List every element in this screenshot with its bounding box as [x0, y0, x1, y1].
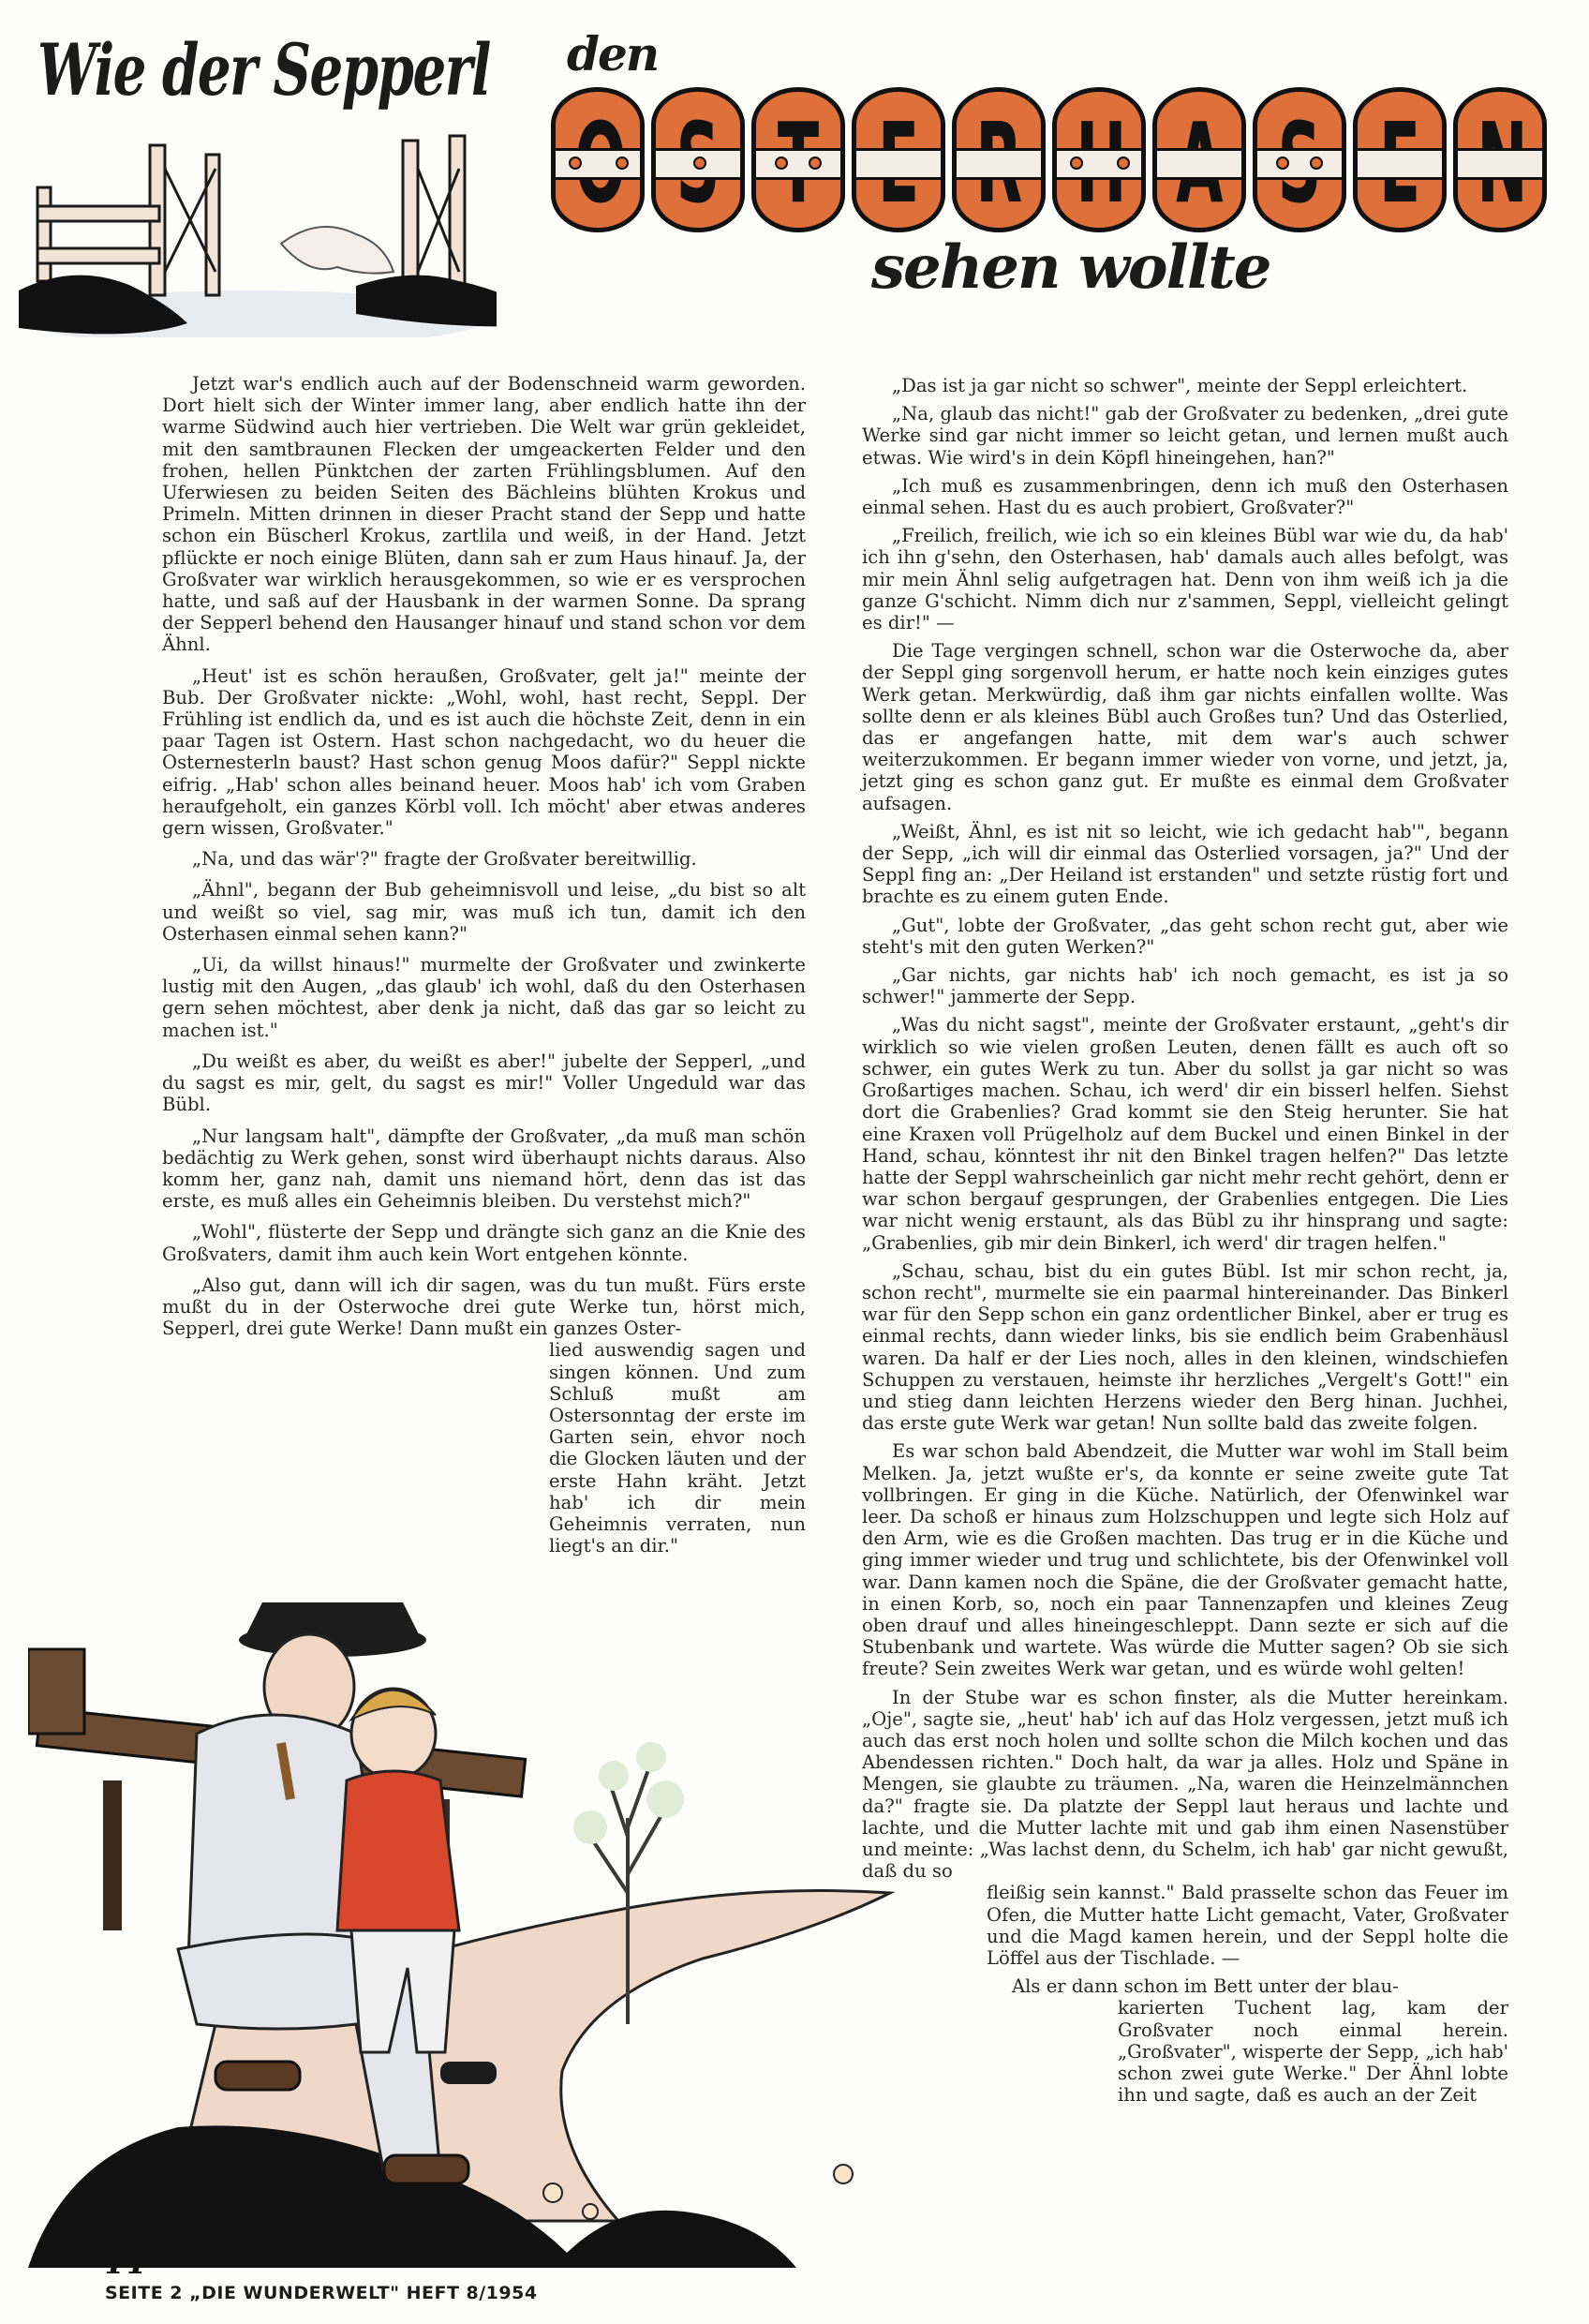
paragraph: Die Tage vergingen schnell, schon war die Osterwoche da, aber der Seppl ging sorgenvoll herum, er hatte noch kein einziges gutes Werk getan. Merkwürdig, daß ihm gar nichts einfallen wollte. Was sollte denn er als kleines Bübl auch Großes tun? Und das Osterlied, das er angefangen hatte, mit dem war's auch schwer weiterzukommen. Er begann immer wieder von vorne, und jetzt, ja, jetzt ging es schon ganz gut. Er mußte es einmal dem Großvater aufsagen.	[862, 640, 1508, 814]
paragraph: „Weißt, Ähnl, es ist nit so leicht, wie ich gedacht hab'", begann der Sepp, „ich will dir einmal das Osterlied vorsagen, ja?" Und der Seppl fing an: „Der Heiland ist erstanden" und setzte rüstig fort und brachte es zu einem guten Ende.	[862, 820, 1508, 908]
page-footer: SEITE 2 „DIE WUNDERWELT" HEFT 8/1954	[105, 2283, 538, 2303]
ornament-band	[1358, 148, 1442, 180]
paragraph: „Na, glaub das nicht!" gab der Großvater zu bedenken, „drei gute Werke sind gar nicht immer so leicht getan, und lernen mußt auch etwas. Wie wird's in dein Köpfl hineingehen, han?"	[862, 403, 1508, 469]
title-letter	[1052, 87, 1146, 232]
paragraph: „Was du nicht sagst", meinte der Großvater erstaunt, „geht's dir wirklich so wie vielen großen Leuten, denen fällt es auch oft so schwer, ein gutes Werk zu tun. Aber du sollst ja gar nicht so was Großartiges machen. Schau, ich werd' dir ein bisserl helfen. Siehst dort die Grabenlies? Grad kommt sie den Steig herunter. Sie hat eine Kraxen voll Prügelholz auf dem Buckel und einen Binkel in der Hand, schau, könntest ihr nit den Binkel tragen helfen?" Das letzte hatte der Seppl wahrscheinlich gar nicht mehr recht gehört, denn er war schon bergauf gesprungen, der Grabenlies entgegen. Die Lies war nicht wenig erstaunt, als das Bübl zu ihr hinsprang und sagte: „Grabenlies, gib mir dein Binkerl, ich werd' dir tragen helfen."	[862, 1014, 1508, 1254]
title-top-small: den	[567, 26, 659, 82]
ornament-band	[656, 148, 740, 180]
ornament-band	[957, 148, 1041, 180]
paragraph: „Also gut, dann will ich dir sagen, was du tun mußt. Fürs erste mußt du in der Osterwoche drei gute Werke tun, hörst mich, Sepperl, drei gute Werke! Dann mußt ein ganzes Oster-	[162, 1274, 806, 1340]
title-letter	[1253, 87, 1346, 232]
title-letter	[952, 87, 1046, 232]
title-top-text: Wie der Sepperl	[37, 28, 490, 112]
title-letter	[751, 87, 845, 232]
paragraph: „Wohl", flüsterte der Sepp und drängte sich ganz an die Knie des Großvaters, damit ihm auch kein Wort entgehen könnte.	[162, 1221, 806, 1265]
paragraph: „Gut", lobte der Großvater, „das geht schon recht gut, aber wie steht's mit den guten Werken?"	[862, 914, 1508, 958]
ornament-band	[1057, 148, 1141, 180]
title-osterhasen	[551, 87, 1547, 232]
paragraph: „Gar nichts, gar nichts hab' ich noch gemacht, es ist ja so schwer!" jammerte der Sepp.	[862, 964, 1508, 1008]
title-letter	[1152, 87, 1246, 232]
paragraph-continuation: fleißig sein kannst." Bald prasselte schon das Feuer im Ofen, die Mutter hatte Licht gemacht, Vater, Großvater und die Magd kamen herein, und der Seppl holte die Löffel aus der Tischlade. —	[987, 1882, 1508, 1970]
ornament-band	[556, 148, 640, 180]
ornament-band	[856, 148, 941, 180]
paragraph: „Ich muß es zusammenbringen, denn ich muß den Osterhasen einmal sehen. Hast du es auch probiert, Großvater?"	[862, 474, 1508, 519]
paragraph: Jetzt war's endlich auch auf der Bodenschneid warm geworden. Dort hielt sich der Winter immer lang, aber endlich hatte ihn der warme Südwind auch hier vertrieben. Die Welt war grün gekleidet, mit den samtbraunen Flecken der umgeackerten Felder und den frohen, hellen Pünktchen der zarten Frühlingsblumen. Auf den Uferwiesen zu beiden Seiten des Bächleins blühten Krokus und Primeln. Mitten drinnen in dieser Pracht stand der Sepp und hatte schon ein Büscherl Krokus, zartlila und weiß, in der Hand. Jetzt pflückte er noch einige Blüten, dann sah er zum Haus hinauf. Ja, der Großvater war wirklich herausgekommen, so wie er es versprochen hatte, und saß auf der Hausbank in der warmen Sonne. Da sprang der Sepperl behend den Hausanger hinauf und stand schon vor dem Ähnl.	[162, 373, 806, 656]
article-column-left	[162, 373, 806, 1566]
page-number-handwritten: 44	[101, 2244, 146, 2282]
paragraph-continuation: karierten Tuchent lag, kam der Großvater noch einmal herein. „Großvater", wisperte der Sepp, „ich hab' schon zwei gute Werke." Der Ähnl lobte ihn und sagte, daß es auch an der Zeit	[1118, 1997, 1508, 2107]
paragraph: „Ui, da willst hinaus!" murmelte der Großvater und zwinkerte lustig mit den Augen, „das glaub' ich wohl, daß du den Osterhasen gern sehen möchtest, aber denk ja nicht, daß das gar so leicht zu machen ist."	[162, 954, 806, 1041]
title-line-bottom: sehen wollte	[871, 232, 1270, 303]
paragraph-continuation: lied auswendig sagen und singen können. Und zum Schluß mußt am Ostersonntag der erste im Garten sein, ehvor noch die Glocken läuten und der erste Hahn kräht. Jetzt hab' ich dir mein Geheimnis verraten, nun liegt's an dir."	[549, 1339, 806, 1557]
paragraph: „Du weißt es aber, du weißt es aber!" jubelte der Sepperl, „und du sagst es mir, gelt, du sagst es mir!" Voller Ungeduld war das Bübl.	[162, 1050, 806, 1116]
paragraph: „Das ist ja gar nicht so schwer", meinte der Seppl erleichtert.	[892, 375, 1468, 396]
paragraph: „Na, und das wär'?" fragte der Großvater bereitwillig.	[192, 848, 697, 871]
paragraph: „Schau, schau, bist du ein gutes Bübl. Ist mir schon recht, ja, schon recht", murmelte sie ein paarmal hintereinander. Das Binkerl war für den Sepp schon ein ganz ordentlicher Binkel, aber er trug es einmal rechts, dann wieder links, bis sie endlich beim Grabenhäusl waren. Da half er der Lies noch, alles in den kleinen, windschiefen Schuppen zu verstauen, heimste ihr herzliches „Vergelt's Gott!" ein und stieg dann leichten Herzens wieder den Berg hinan. Juchhei, das erste gute Werk war getan! Nun sollte bald das zweite folgen.	[862, 1259, 1508, 1435]
title-letter	[1353, 87, 1447, 232]
paragraph: „Heut' ist es schön heraußen, Großvater, gelt ja!" meinte der Bub. Der Großvater nickte: „Wohl, wohl, hast recht, Seppl. Der Frühling ist endlich da, und es ist auch die höchste Zeit, denn in ein paar Tagen ist Ostern. Hast schon nachgedacht, wo du heuer die Osternesterln baust? Hast schon genug Moos dafür?" Seppl nickte eifrig. „Hab' schon alles beinand heuer. Moos hab' ich vom Graben heraufgeholt, ein ganzes Körbl voll. Ich möcht' aber etwas anderes gern wissen, Großvater."	[162, 664, 806, 840]
ornament-band	[1458, 148, 1542, 180]
grandfather-and-boy-illustration	[28, 1499, 965, 2268]
paragraph: Es war schon bald Abendzeit, die Mutter war wohl im Stall beim Melken. Ja, jetzt wußte er's, da konnte er seine zweite gute Tat vollbringen. Er ging in die Küche. Natürlich, der Ofenwinkel war leer. Da schoß er hinaus zum Holzschuppen und legte sich Holz auf den Arm, wie es die Großen machten. Das trug er in die Küche und ging immer wieder und trug und schlichtete, bis der Ofenwinkel voll war. Dann kamen noch die Späne, die der Großvater gemacht hatte, in einen Korb, so, noch ein paar Tannenzapfen und kleines Zeug oben drauf und alles hineingeschleppt. Dann sezte er sich auf die Stubenbank und wartete. Was würde die Mutter sagen? Ob sie sich freute? Sein zweites Werk war getan, und es würde wohl gelten!	[862, 1440, 1508, 1680]
paragraph: In der Stube war es schon finster, als die Mutter hereinkam. „Oje", sagte sie, „heut' hab' ich auf das Holz vergessen, jetzt muß ich auch das erst noch holen und sollte schon die Milch kochen und das Abendessen richten." Doch halt, da war ja alles. Holz und Späne in Mengen, sie glaubte zu träumen. „Na, waren die Heinzelmännchen da?" fragte sie. Da platzte der Seppl laut heraus und lachte und lachte, und die Mutter lachte mit und gab ihm einen Nasenstüber und meinte: „Was lachst denn, du Schelm, ich hab' gar nicht gewußt, daß du so	[862, 1686, 1509, 1883]
ornament-band	[756, 148, 840, 180]
title-letter	[1453, 87, 1547, 232]
ornament-band	[1257, 148, 1342, 180]
title-letter	[852, 87, 945, 232]
paragraph: „Nur langsam halt", dämpfte der Großvater, „da muß man schön bedächtig zu Werk gehen, sonst wird überhaupt nichts daraus. Also komm her, ganz nah, damit uns niemand hört, denn das ist das erste, es muß alles ein Geheimnis bleiben. Du verstehst mich?"	[162, 1125, 806, 1213]
paragraph: „Freilich, freilich, wie ich so ein kleines Bübl war wie du, da hab' ich ihn g'sehn, den Osterhasen, hab' damals auch alles befolgt, was mir mein Ähnl selig aufgetragen hat. Denn von ihm weiß ich ja die ganze G'schicht. Nimm dich nur z'sammen, Seppl, vielleicht gelingt es dir!" —	[862, 525, 1508, 634]
paragraph-first-line: Als er dann schon im Bett unter der blau-	[1012, 1975, 1399, 1998]
paragraph: „Ähnl", begann der Bub geheimnisvoll und leise, „du bist so alt und weißt so viel, sag mir, was muß ich tun, damit ich den Osterhasen einmal sehen kann?"	[162, 879, 806, 945]
fence-rabbit-illustration	[9, 131, 497, 337]
ornament-band	[1157, 148, 1241, 180]
rabbit-icon	[281, 227, 394, 274]
title-line-top	[37, 28, 693, 112]
